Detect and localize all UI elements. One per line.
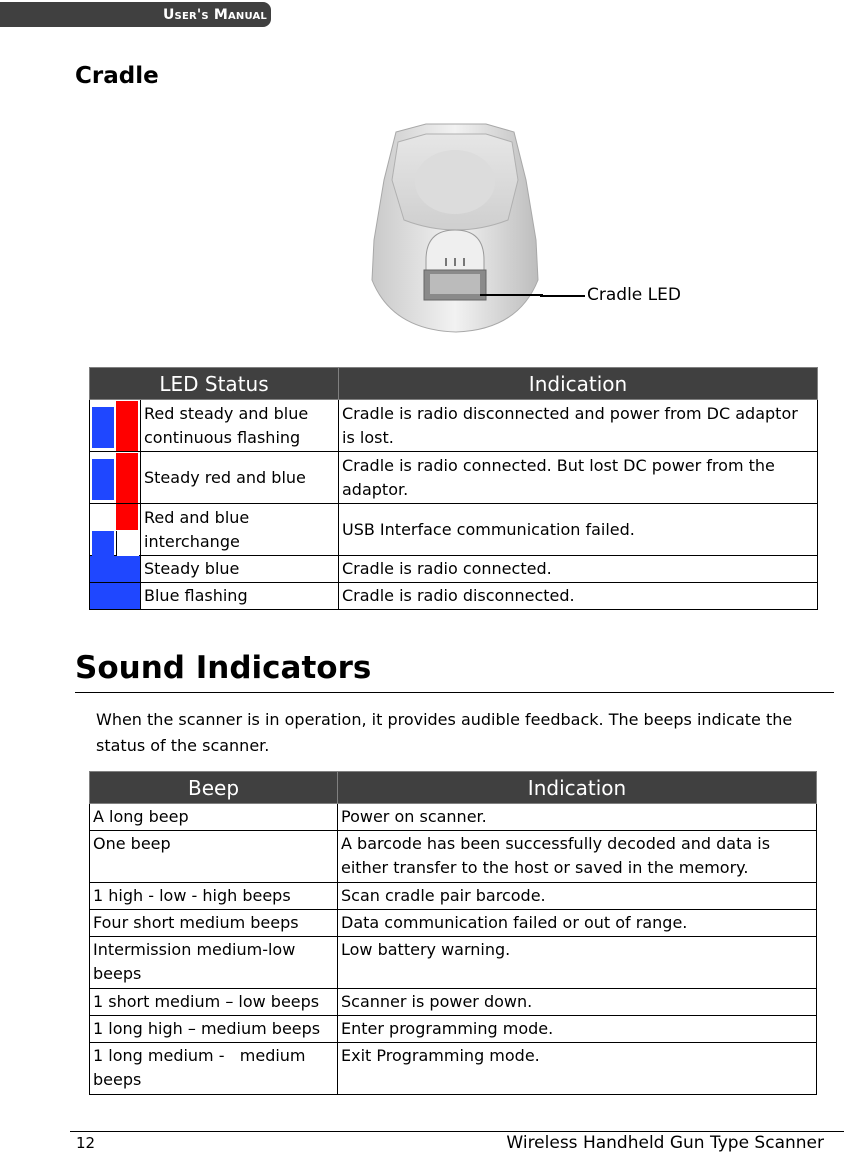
beep-cell: 1 long high – medium beeps bbox=[90, 1016, 338, 1043]
indication-cell: USB Interface communication failed. bbox=[339, 504, 818, 556]
beep-cell: One beep bbox=[90, 831, 338, 883]
header-tab bbox=[0, 2, 271, 27]
beep-header: Beep bbox=[90, 772, 338, 804]
page-number: 12 bbox=[76, 1134, 96, 1152]
blue-led-icon bbox=[92, 531, 114, 556]
table-row bbox=[90, 883, 817, 910]
table-row bbox=[90, 831, 817, 883]
indication-cell: Data communication failed or out of range. bbox=[338, 910, 817, 937]
led-status-table bbox=[89, 367, 818, 610]
led-status-cell: Red steady and blue continuous flashing bbox=[141, 400, 339, 452]
table-row bbox=[90, 400, 818, 452]
section-title-cradle: Cradle bbox=[75, 63, 159, 89]
indication-cell: Cradle is radio disconnected. bbox=[339, 583, 818, 610]
footer-divider bbox=[70, 1131, 844, 1132]
off-led-icon bbox=[116, 531, 139, 556]
table-row bbox=[90, 452, 818, 504]
cradle-led-label: Cradle LED bbox=[587, 285, 681, 305]
beep-cell: Intermission medium-low beeps bbox=[90, 937, 338, 989]
header-tab-label: User's Manual bbox=[162, 7, 267, 23]
led-status-cell: Blue flashing bbox=[141, 583, 339, 610]
indication-cell: Exit Programming mode. bbox=[338, 1043, 817, 1095]
led-swatch bbox=[90, 504, 141, 556]
indication-cell: Cradle is radio disconnected and power from DC adaptor is lost. bbox=[339, 400, 818, 452]
table-row bbox=[90, 989, 817, 1016]
beep-cell: 1 long medium - medium beeps bbox=[90, 1043, 338, 1095]
indication-cell: Scan cradle pair barcode. bbox=[338, 883, 817, 910]
beep-table-header-row bbox=[90, 772, 817, 804]
indication-cell: Low battery warning. bbox=[338, 937, 817, 989]
indication-cell: Power on scanner. bbox=[338, 804, 817, 831]
led-swatch bbox=[90, 452, 141, 504]
led-table-header-row bbox=[90, 368, 818, 400]
led-pointer-line bbox=[540, 294, 585, 298]
footer-title: Wireless Handheld Gun Type Scanner bbox=[506, 1133, 824, 1153]
indication-header: Indication bbox=[338, 772, 817, 804]
led-swatch bbox=[90, 400, 141, 452]
red-led-icon bbox=[116, 453, 138, 503]
table-row bbox=[90, 937, 817, 989]
indication-cell: Cradle is radio connected. But lost DC power from the adaptor. bbox=[339, 452, 818, 504]
led-status-header: LED Status bbox=[90, 368, 339, 400]
red-led-icon bbox=[116, 504, 138, 530]
heading-divider bbox=[75, 692, 834, 693]
blue-led-icon bbox=[90, 556, 141, 583]
table-row bbox=[90, 1016, 817, 1043]
beep-table bbox=[89, 771, 817, 1095]
table-row bbox=[90, 556, 818, 583]
led-status-cell: Red and blue interchange bbox=[141, 504, 339, 556]
beep-cell: 1 short medium – low beeps bbox=[90, 989, 338, 1016]
table-row bbox=[90, 504, 818, 556]
table-row bbox=[90, 1043, 817, 1095]
led-status-cell: Steady blue bbox=[141, 556, 339, 583]
blue-led-icon bbox=[90, 583, 141, 610]
red-led-icon bbox=[116, 401, 138, 451]
sound-intro-paragraph: When the scanner is in operation, it provides audible feedback. The beeps indicate the status of the scanner. bbox=[96, 710, 793, 755]
beep-cell: A long beep bbox=[90, 804, 338, 831]
table-row bbox=[90, 910, 817, 937]
indication-cell: Cradle is radio connected. bbox=[339, 556, 818, 583]
table-row bbox=[90, 804, 817, 831]
section-title-sound-indicators: Sound Indicators bbox=[75, 650, 372, 686]
beep-cell: Four short medium beeps bbox=[90, 910, 338, 937]
indication-cell: Enter programming mode. bbox=[338, 1016, 817, 1043]
cradle-image bbox=[368, 120, 543, 335]
indication-cell: Scanner is power down. bbox=[338, 989, 817, 1016]
indication-header: Indication bbox=[339, 368, 818, 400]
table-row bbox=[90, 583, 818, 610]
indication-cell: A barcode has been successfully decoded and data is either transfer to the host or saved in the memory. bbox=[338, 831, 817, 883]
blue-led-icon bbox=[92, 459, 114, 500]
led-status-cell: Steady red and blue bbox=[141, 452, 339, 504]
blue-led-icon bbox=[92, 407, 114, 448]
beep-cell: 1 high - low - high beeps bbox=[90, 883, 338, 910]
